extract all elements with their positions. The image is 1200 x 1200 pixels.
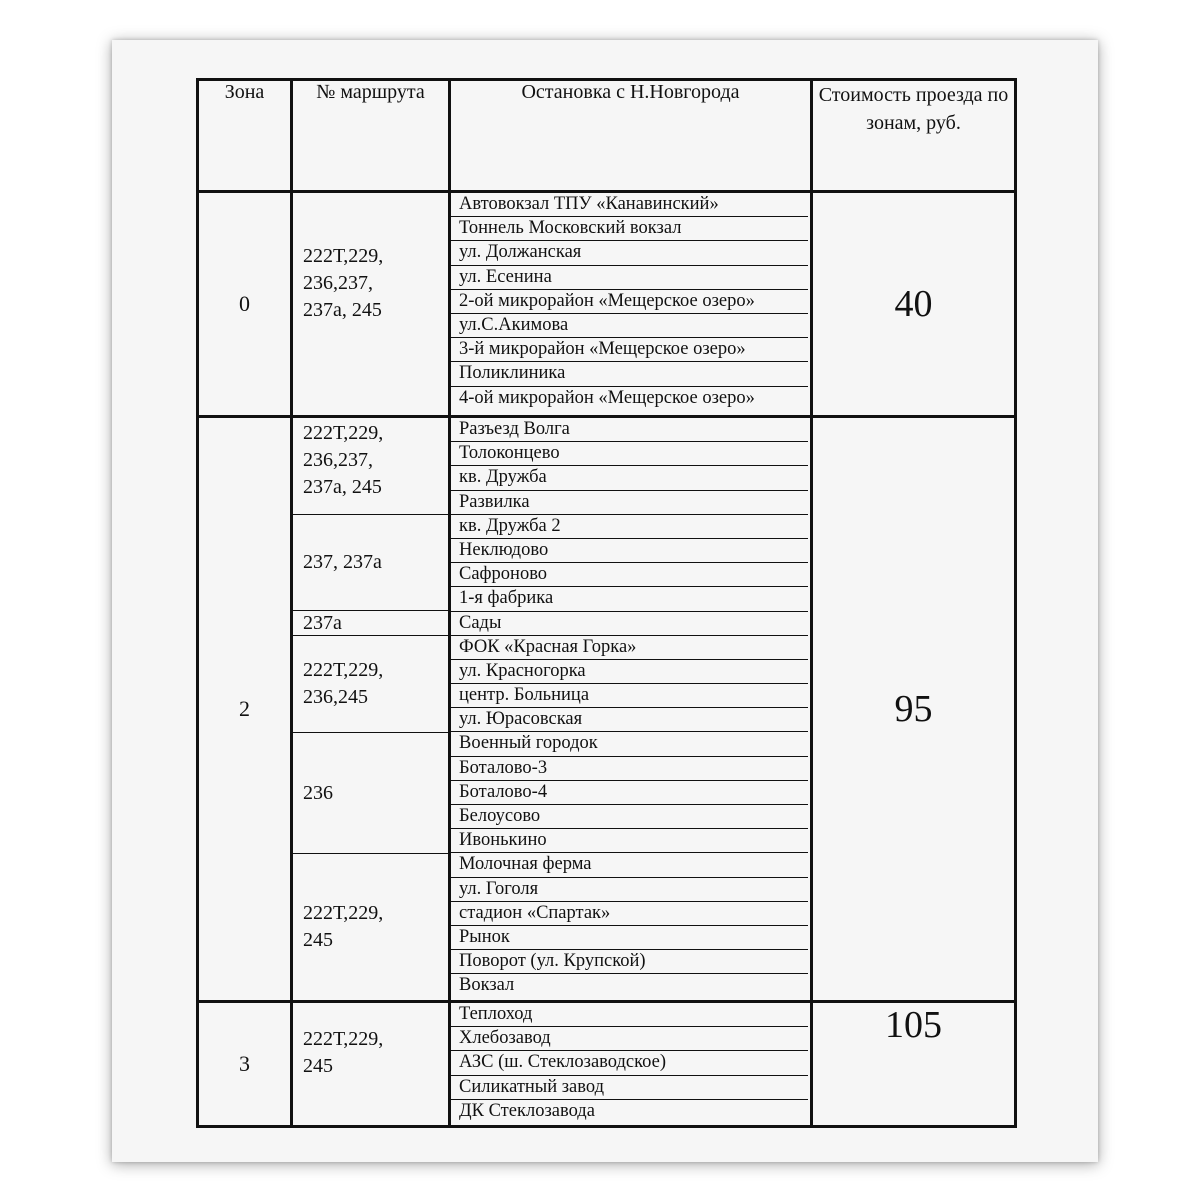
stop-item: 2-ой микрорайон «Мещерское озеро»	[451, 290, 808, 314]
stop-item: Сады	[451, 612, 808, 636]
stop-item: Хлебозавод	[451, 1027, 808, 1051]
header-row	[198, 80, 1016, 192]
stop-item: Разъезд Волга	[451, 418, 808, 442]
stops-cell	[450, 417, 812, 1002]
route-group: 237а	[293, 611, 448, 636]
stop-item: АЗС (ш. Стеклозаводское)	[451, 1051, 808, 1075]
zone-number: 0	[198, 192, 292, 417]
stop-item: Боталово-3	[451, 757, 808, 781]
zone-row-0	[198, 192, 1016, 417]
route-group: 236	[293, 733, 448, 854]
stop-item: Автовокзал ТПУ «Канавинский»	[451, 193, 808, 217]
document-sheet	[112, 40, 1098, 1162]
stop-item: Молочная ферма	[451, 853, 808, 877]
stop-item: Поворот (ул. Крупской)	[451, 950, 808, 974]
stop-item: кв. Дружба 2	[451, 515, 808, 539]
header-stop: Остановка с Н.Новгорода	[450, 80, 812, 192]
header-zone: Зона	[198, 80, 292, 192]
fare-value: 40	[812, 192, 1016, 417]
stop-item: ул. Красногорка	[451, 660, 808, 684]
routes-cell	[292, 192, 450, 417]
zone-row-2	[198, 417, 1016, 1002]
routes-cell	[292, 1002, 450, 1127]
stop-item: ул. Есенина	[451, 266, 808, 290]
fare-value: 95	[812, 417, 1016, 1002]
route-group: 222Т,229, 236,245	[293, 636, 448, 733]
route-group: 237, 237а	[293, 515, 448, 611]
stop-item: Неклюдово	[451, 539, 808, 563]
stop-item: Поликлиника	[451, 362, 808, 386]
stop-item: Рынок	[451, 926, 808, 950]
fare-value: 105	[812, 1002, 1016, 1127]
stop-item: Силикатный завод	[451, 1076, 808, 1100]
header-route: № маршрута	[292, 80, 450, 192]
zone-number: 3	[198, 1002, 292, 1127]
route-group: 222Т,229, 236,237, 237а, 245	[303, 244, 384, 321]
stop-item: стадион «Спартак»	[451, 902, 808, 926]
stop-item: 4-ой микрорайон «Мещерское озеро»	[459, 387, 755, 408]
route-group: 222Т,229, 245	[303, 902, 384, 951]
stop-item: ул.С.Акимова	[451, 314, 808, 338]
stop-item: 1-я фабрика	[451, 587, 808, 611]
stop-item: Тоннель Московский вокзал	[451, 217, 808, 241]
stop-item: Военный городок	[451, 732, 808, 756]
stops-cell	[450, 1002, 812, 1127]
fare-table	[196, 78, 1017, 1128]
stop-item: Толоконцево	[451, 442, 808, 466]
stop-item: ФОК «Красная Горка»	[451, 636, 808, 660]
stop-item: ул. Должанская	[451, 241, 808, 265]
route-group: 222Т,229, 236,237, 237а, 245	[293, 418, 448, 515]
stop-item: Белоусово	[451, 805, 808, 829]
stop-item: центр. Больница	[451, 684, 808, 708]
zone-row-3	[198, 1002, 1016, 1127]
stop-item: Сафроново	[451, 563, 808, 587]
stop-item: кв. Дружба	[451, 466, 808, 490]
fare-table-wrap	[196, 78, 1014, 1125]
zone-number: 2	[198, 417, 292, 1002]
header-fare: Стоимость проезда по зонам, руб.	[812, 80, 1016, 192]
stop-item: ДК Стеклозавода	[459, 1100, 595, 1121]
stops-cell	[450, 192, 812, 417]
routes-cell	[292, 417, 450, 1002]
stop-item: Боталово-4	[451, 781, 808, 805]
stop-item: ул. Юрасовская	[451, 708, 808, 732]
stop-item: 3-й микрорайон «Мещерское озеро»	[451, 338, 808, 362]
stop-item: Развилка	[451, 491, 808, 515]
stop-item: Ивонькино	[451, 829, 808, 853]
stop-item: Вокзал	[459, 975, 515, 996]
stop-item: Теплоход	[451, 1003, 808, 1027]
stop-item: ул. Гоголя	[451, 878, 808, 902]
route-group: 222Т,229, 245	[303, 1028, 384, 1077]
